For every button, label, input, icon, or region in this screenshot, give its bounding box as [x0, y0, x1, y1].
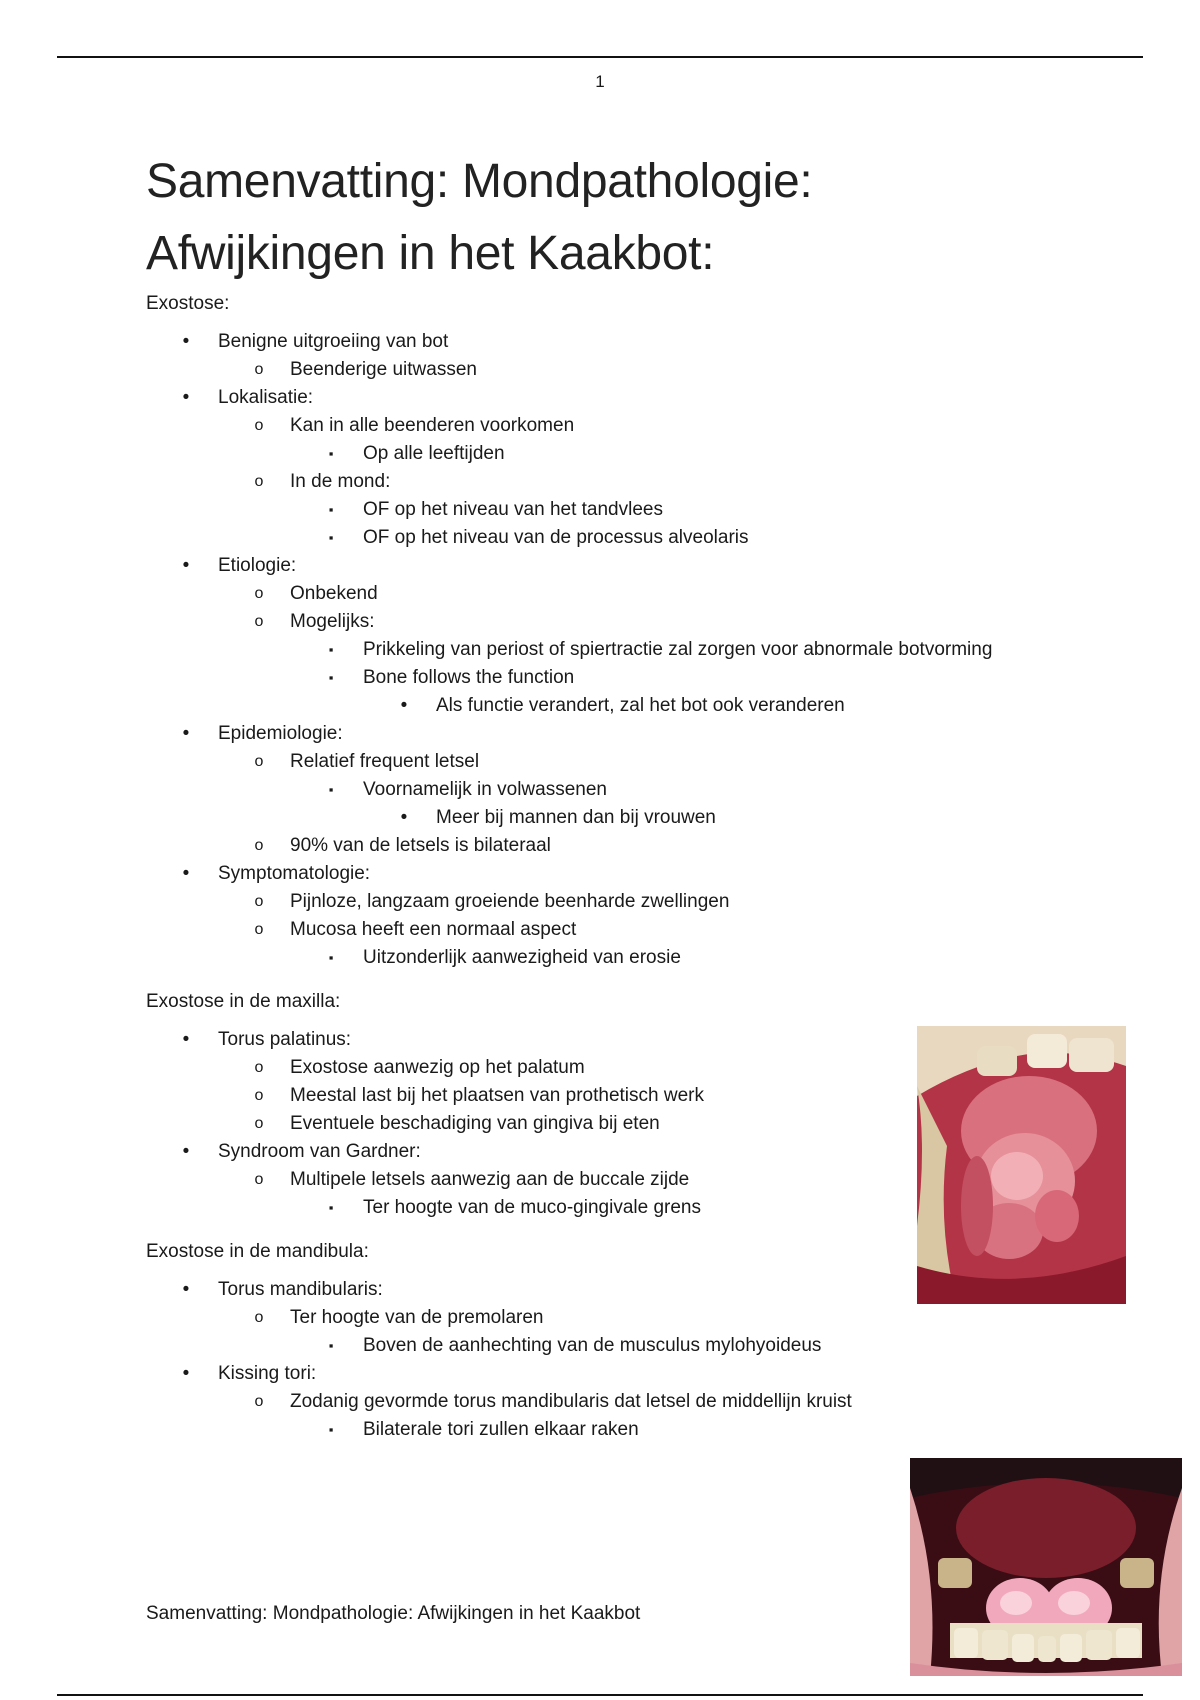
bullet-marker: ▪ [328, 950, 334, 965]
page-title [146, 146, 1046, 290]
list-item-text: Etiologie: [218, 555, 297, 576]
list-item-text: Lokalisatie: [218, 387, 314, 408]
section-spacer [146, 1222, 1046, 1238]
bullet-marker: ▪ [328, 1338, 334, 1353]
list-item-text: Meer bij mannen dan bij vrouwen [436, 807, 716, 828]
list-item [146, 860, 1046, 888]
list-item-text: Syndroom van Gardner: [218, 1141, 421, 1162]
list-item [146, 944, 1046, 972]
page-footer: Samenvatting: Mondpathologie: Afwijkingen in het Kaakbot [146, 1603, 641, 1624]
list-item [146, 1166, 1046, 1194]
bullet-marker: o [254, 1087, 264, 1104]
bullet-marker: • [182, 863, 190, 884]
bullet-marker: ▪ [328, 782, 334, 797]
list-item [146, 1194, 1046, 1222]
bullet-marker: • [182, 555, 190, 576]
bullet-marker: • [182, 387, 190, 408]
list-item [146, 776, 1046, 804]
bullet-marker: ▪ [328, 670, 334, 685]
footer-rule [57, 1694, 1143, 1696]
bullet-marker: o [254, 1059, 264, 1076]
bullet-marker: o [254, 1171, 264, 1188]
list-item-text: Benigne uitgroeiing van bot [218, 331, 449, 352]
bullet-marker: • [182, 1363, 190, 1384]
list-item [146, 328, 1046, 356]
bullet-marker: ▪ [328, 1422, 334, 1437]
page-number: 1 [595, 72, 605, 91]
bullet-marker: o [254, 921, 264, 938]
section-heading: Exostose: [146, 293, 230, 314]
list-item [146, 720, 1046, 748]
list-item [146, 1360, 1046, 1388]
bullet-marker: o [254, 1393, 264, 1410]
list-item [146, 496, 1046, 524]
list-item-text: Eventuele beschadiging van gingiva bij eten [290, 1113, 660, 1134]
bullet-marker: ▪ [328, 502, 334, 517]
list-item [146, 664, 1046, 692]
list-item-text: Ter hoogte van de premolaren [290, 1307, 544, 1328]
list-item [146, 356, 1046, 384]
list-item-text: Relatief frequent letsel [290, 751, 480, 772]
list-item [146, 412, 1046, 440]
list-item [146, 552, 1046, 580]
list-item-text: Torus mandibularis: [218, 1279, 383, 1300]
title-line-2: Afwijkingen in het Kaakbot: [146, 227, 715, 280]
bullet-marker: o [254, 893, 264, 910]
torus-palatinus-photo [917, 1026, 1126, 1304]
bullet-marker: o [254, 753, 264, 770]
list-item-text: Torus palatinus: [218, 1029, 352, 1050]
list-item-text: Als functie verandert, zal het bot ook veranderen [436, 695, 845, 716]
list-item [146, 1276, 1046, 1304]
list-item [146, 1026, 1046, 1054]
list-item-text: Symptomatologie: [218, 863, 371, 884]
list-item-text: Ter hoogte van de muco-gingivale grens [363, 1197, 701, 1218]
list-item-text: Exostose aanwezig op het palatum [290, 1057, 585, 1078]
list-item [146, 804, 1046, 832]
bullet-marker: o [254, 1115, 264, 1132]
list-item-text: Zodanig gevormde torus mandibularis dat letsel de middellijn kruist [290, 1391, 852, 1412]
list-item-text: Kan in alle beenderen voorkomen [290, 415, 575, 436]
bullet-marker: o [254, 837, 264, 854]
list-item-text: Bone follows the function [363, 667, 575, 688]
kissing-tori-photo [910, 1458, 1182, 1676]
bullet-marker: o [254, 417, 264, 434]
section-heading: Exostose in de mandibula: [146, 1241, 369, 1262]
list-item-text: Uitzonderlijk aanwezigheid van erosie [363, 947, 681, 968]
title-line-1: Samenvatting: Mondpathologie: [146, 155, 813, 208]
bullet-marker: ▪ [328, 530, 334, 545]
list-item [146, 1110, 1046, 1138]
list-item-text: 90% van de letsels is bilateraal [290, 835, 551, 856]
list-item-text: Onbekend [290, 583, 378, 604]
list-item [146, 832, 1046, 860]
bullet-marker: • [182, 1029, 190, 1050]
list-item [146, 692, 1046, 720]
list-item [146, 1304, 1046, 1332]
section-spacer [146, 972, 1046, 988]
bullet-marker: • [182, 723, 190, 744]
bullet-marker: o [254, 585, 264, 602]
list-item [146, 1332, 1046, 1360]
list-item [146, 440, 1046, 468]
header-rule [57, 56, 1143, 58]
list-item [146, 468, 1046, 496]
bullet-marker: ▪ [328, 1200, 334, 1215]
list-item-text: Multipele letsels aanwezig aan de buccale zijde [290, 1169, 690, 1190]
list-item-text: Boven de aanhechting van de musculus mylohyoideus [363, 1335, 822, 1356]
list-item [146, 636, 1046, 664]
list-item-text: Meestal last bij het plaatsen van prothetisch werk [290, 1085, 704, 1106]
list-item [146, 888, 1046, 916]
list-item-text: Op alle leeftijden [363, 443, 505, 464]
list-item-text: Mucosa heeft een normaal aspect [290, 919, 577, 940]
bullet-marker: ▪ [328, 642, 334, 657]
list-item-text: Epidemiologie: [218, 723, 343, 744]
section-heading: Exostose in de maxilla: [146, 991, 341, 1012]
list-item [146, 384, 1046, 412]
list-item [146, 1416, 1046, 1444]
list-item-text: Kissing tori: [218, 1363, 317, 1384]
list-item [146, 580, 1046, 608]
list-item [146, 1138, 1046, 1166]
list-item-text: OF op het niveau van het tandvlees [363, 499, 663, 520]
list-item [146, 748, 1046, 776]
list-item [146, 1054, 1046, 1082]
list-item-text: Pijnloze, langzaam groeiende beenharde zwellingen [290, 891, 730, 912]
bullet-marker: ▪ [328, 446, 334, 461]
bullet-list [146, 1026, 1046, 1222]
bullet-list [146, 1276, 1046, 1444]
list-item-text: Voornamelijk in volwassenen [363, 779, 607, 800]
bullet-marker: o [254, 1309, 264, 1326]
bullet-marker: o [254, 473, 264, 490]
bullet-marker: • [182, 1279, 190, 1300]
bullet-marker: • [182, 1141, 190, 1162]
list-item-text: Mogelijks: [290, 611, 375, 632]
sections-container [146, 290, 1046, 1444]
bullet-marker: o [254, 613, 264, 630]
list-item-text: In de mond: [290, 471, 391, 492]
bullet-list [146, 328, 1046, 972]
list-item [146, 524, 1046, 552]
document-body [146, 146, 1046, 1444]
list-item-text: OF op het niveau van de processus alveolaris [363, 527, 749, 548]
bullet-marker: o [254, 361, 264, 378]
list-item-text: Prikkeling van periost of spiertractie zal zorgen voor abnormale botvorming [363, 639, 993, 660]
bullet-marker: • [400, 695, 408, 716]
list-item [146, 1388, 910, 1416]
list-item [146, 916, 1046, 944]
bullet-marker: • [182, 331, 190, 352]
list-item [146, 608, 1046, 636]
list-item [146, 1082, 1046, 1110]
list-item-text: Bilaterale tori zullen elkaar raken [363, 1419, 639, 1440]
list-item-text: Beenderige uitwassen [290, 359, 477, 380]
bullet-marker: • [400, 807, 408, 828]
